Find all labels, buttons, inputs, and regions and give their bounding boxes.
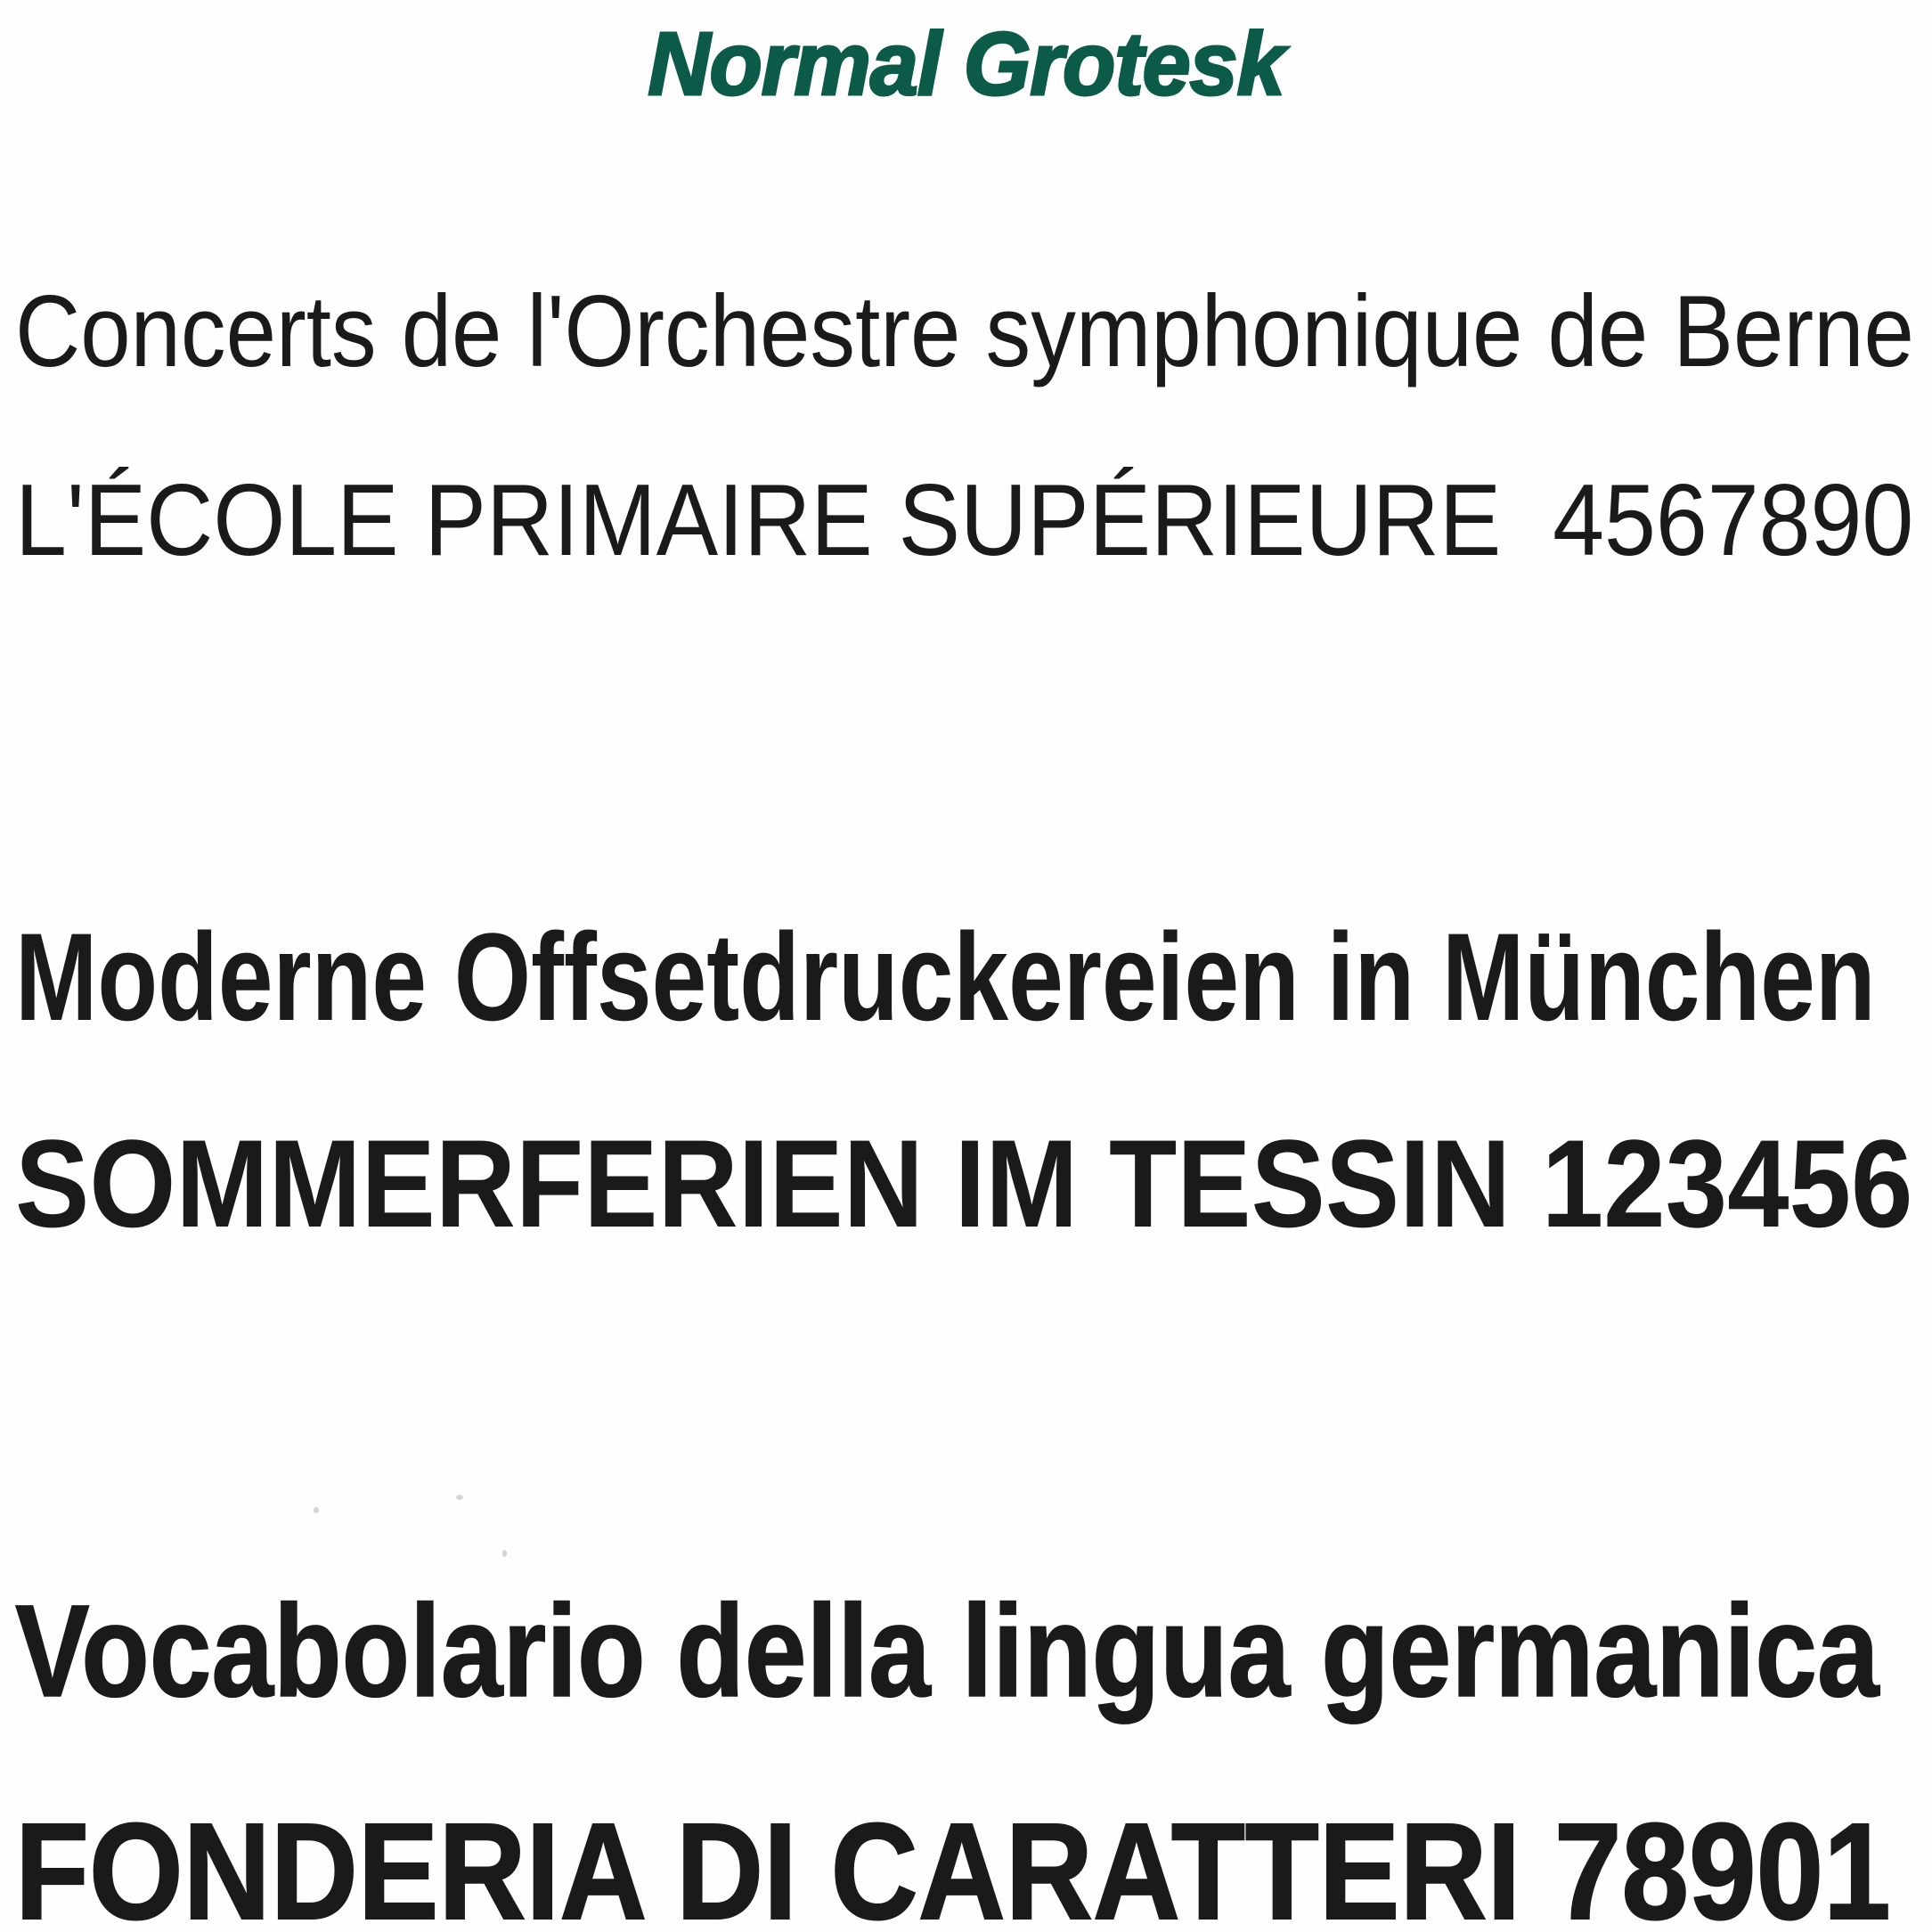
typeface-title: Normal Grotesk bbox=[648, 14, 1284, 114]
scan-speck bbox=[314, 1507, 319, 1513]
specimen-line-semibold-lowercase: Moderne Offsetdruckereien in München bbox=[15, 907, 1876, 1047]
scan-speck bbox=[502, 1550, 507, 1557]
specimen-line-bold-lowercase: Vocabolario della lingua germanica bbox=[15, 1578, 1879, 1724]
specimen-line-regular-lowercase: Concerts de l'Orchestre symphonique de Berne bbox=[15, 275, 1914, 388]
specimen-line-regular-caps-figures: L'ÉCOLE PRIMAIRE SUPÉRIEURE 4567890 bbox=[15, 464, 1914, 577]
specimen-line-semibold-caps-figures: SOMMERFERIEN IM TESSIN 123456 bbox=[15, 1113, 1913, 1253]
specimen-line-bold-caps-figures: FONDERIA DI CARATTERI 78901 bbox=[15, 1795, 1891, 1932]
scan-speck bbox=[456, 1495, 463, 1500]
